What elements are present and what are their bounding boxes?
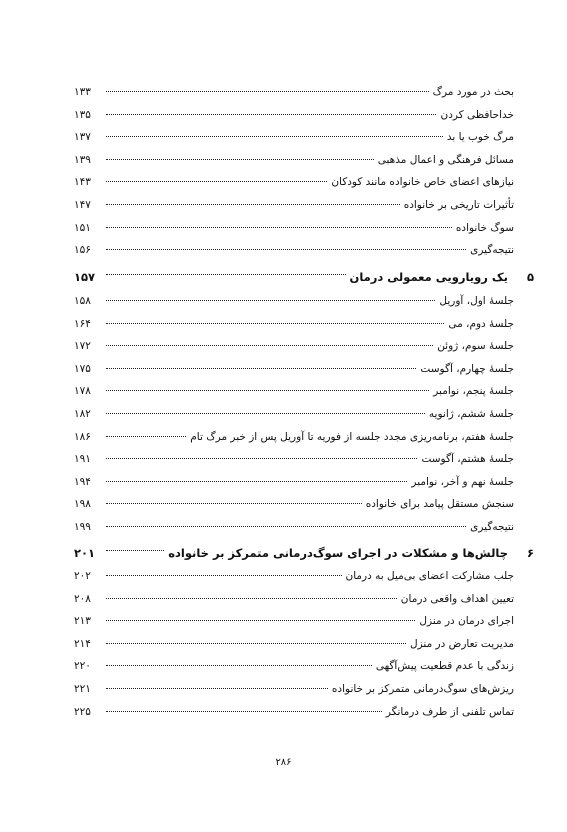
leader-dots xyxy=(106,643,406,644)
toc-entry[interactable] xyxy=(74,476,514,499)
toc-section-a xyxy=(74,86,514,267)
entry-title: جلسهٔ هفتم، برنامه‌ریزی مجدد جلسه از فوریه تا آوریل پس از خبر مرگ تام xyxy=(190,430,514,443)
toc-entry[interactable] xyxy=(74,176,514,199)
entry-page: ۱۳۳ xyxy=(74,86,91,98)
entry-title: مرگ خوب یا بد xyxy=(446,131,514,144)
leader-dots xyxy=(106,413,425,414)
toc-entry[interactable] xyxy=(74,363,514,386)
entry-title: سوگ خانواده xyxy=(455,221,514,234)
entry-page: ۱۳۷ xyxy=(74,131,91,144)
chapter-heading[interactable] xyxy=(74,540,534,566)
toc-entry[interactable] xyxy=(74,109,514,132)
entry-title: جلسهٔ چهارم، آگوست xyxy=(420,362,514,375)
entry-title: جلسهٔ پنجم، نوامبر xyxy=(433,385,514,398)
entry-title: جلسهٔ سوم، ژوئن xyxy=(437,340,514,353)
entry-title: نتیجه‌گیری xyxy=(470,244,514,257)
leader-dots xyxy=(106,249,466,250)
chapter-heading[interactable] xyxy=(74,264,534,290)
entry-page: ۲۱۳ xyxy=(74,615,91,628)
entry-title: جلسهٔ ششم، ژانویه xyxy=(428,407,514,420)
toc-entry[interactable] xyxy=(74,498,514,521)
toc-entry[interactable] xyxy=(74,408,514,431)
toc-entry[interactable] xyxy=(74,199,514,222)
entry-title: جلسهٔ هشتم، آگوست xyxy=(421,453,514,466)
entry-page: ۱۵۸ xyxy=(74,295,91,307)
leader-dots xyxy=(106,114,436,115)
leader-dots xyxy=(106,481,407,482)
entry-title: زندگی با عدم قطعیت پیش‌آگهی xyxy=(375,660,514,673)
toc-entry[interactable] xyxy=(74,385,514,408)
leader-dots xyxy=(106,598,397,599)
entry-page: ۲۲۰ xyxy=(74,660,91,673)
chapter-title: چالش‌ها و مشکلات در اجرای سوگ‌درمانی متمرکز بر خانواده xyxy=(168,546,508,560)
entry-page: ۱۵۶ xyxy=(74,244,91,257)
leader-dots xyxy=(106,711,382,712)
leader-dots xyxy=(106,665,372,666)
chapter-number: ۶ xyxy=(526,546,534,560)
entry-title: نتیجه‌گیری xyxy=(470,520,514,533)
entry-page: ۱۵۱ xyxy=(74,221,91,234)
entry-title: جلسهٔ نهم و آخر، نوامبر xyxy=(411,475,514,488)
chapter-page: ۱۵۷ xyxy=(74,270,96,284)
leader-dots xyxy=(106,688,328,689)
leader-dots xyxy=(106,227,452,228)
toc-entry[interactable] xyxy=(74,615,514,638)
entry-title: اجرای درمان در منزل xyxy=(419,615,514,628)
entry-title: جلسهٔ اول، آوریل xyxy=(439,295,514,307)
entry-page: ۱۸۶ xyxy=(74,430,91,443)
entry-page: ۱۶۴ xyxy=(74,317,91,330)
leader-dots xyxy=(106,436,186,437)
leader-dots xyxy=(106,368,416,369)
toc-entry[interactable] xyxy=(74,638,514,661)
toc-entry[interactable] xyxy=(74,340,514,363)
entry-page: ۲۲۵ xyxy=(74,705,91,718)
leader-dots xyxy=(106,458,417,459)
toc-entry[interactable] xyxy=(74,431,514,454)
leader-dots xyxy=(106,390,429,391)
leader-dots xyxy=(106,204,400,205)
entry-title: جلب مشارکت اعضای بی‌میل به درمان xyxy=(345,570,514,582)
entry-title: تماس تلفنی از طرف درمانگر xyxy=(385,705,514,718)
leader-dots xyxy=(106,181,327,182)
toc-entry[interactable] xyxy=(74,154,514,177)
entry-page: ۱۹۸ xyxy=(74,498,91,511)
entry-title: ریزش‌های سوگ‌درمانی متمرکز بر خانواده xyxy=(331,682,514,695)
toc-entry[interactable] xyxy=(74,706,514,729)
leader-dots xyxy=(106,323,444,324)
leader-dots xyxy=(106,503,362,504)
entry-title: مسائل فرهنگی و اعمال مذهبی xyxy=(377,153,514,166)
entry-title: سنجش مستقل پیامد برای خانواده xyxy=(365,498,514,511)
leader-dots xyxy=(106,91,429,92)
entry-page: ۲۱۴ xyxy=(74,637,91,650)
leader-dots xyxy=(106,550,164,551)
chapter-title: یک رویارویی معمولی درمان xyxy=(349,270,508,284)
chapter-number: ۵ xyxy=(526,270,534,284)
chapter-page: ۲۰۱ xyxy=(74,546,96,560)
toc-entry[interactable] xyxy=(74,222,514,245)
entry-page: ۲۰۲ xyxy=(74,570,91,582)
toc-entry[interactable] xyxy=(74,86,514,109)
entry-page: ۱۳۵ xyxy=(74,108,91,121)
toc-entry[interactable] xyxy=(74,683,514,706)
entry-page: ۱۹۱ xyxy=(74,453,91,466)
leader-dots xyxy=(106,274,346,275)
entry-title: نیازهای اعضای خاص خانواده مانند کودکان xyxy=(331,176,514,189)
entry-title: مدیریت تعارض در منزل xyxy=(409,637,514,650)
entry-title: خداحافظی کردن xyxy=(440,108,514,121)
toc-section-c xyxy=(74,570,514,728)
entry-page: ۱۹۴ xyxy=(74,475,91,488)
toc-section-b xyxy=(74,295,514,544)
entry-page: ۱۴۳ xyxy=(74,176,91,189)
toc-entry[interactable] xyxy=(74,453,514,476)
entry-title: تأثیرات تاریخی بر خانواده xyxy=(403,198,514,211)
leader-dots xyxy=(106,526,466,527)
entry-page: ۲۲۱ xyxy=(74,682,91,695)
entry-title: جلسهٔ دوم، می xyxy=(448,317,514,330)
entry-title: بحث در مورد مرگ xyxy=(432,86,514,98)
toc-entry[interactable] xyxy=(74,318,514,341)
leader-dots xyxy=(106,575,342,576)
toc-entry[interactable] xyxy=(74,295,514,318)
leader-dots xyxy=(106,159,374,160)
toc-entry[interactable] xyxy=(74,660,514,683)
toc-entry[interactable] xyxy=(74,570,514,593)
entry-page: ۱۸۲ xyxy=(74,407,91,420)
leader-dots xyxy=(106,620,415,621)
leader-dots xyxy=(106,136,443,137)
entry-title: تعیین اهداف واقعی درمان xyxy=(400,592,514,605)
entry-page: ۱۷۵ xyxy=(74,362,91,375)
entry-page: ۲۰۸ xyxy=(74,592,91,605)
entry-page: ۱۴۷ xyxy=(74,198,91,211)
entry-page: ۱۷۸ xyxy=(74,385,91,398)
entry-page: ۱۳۹ xyxy=(74,153,91,166)
entry-page: ۱۹۹ xyxy=(74,520,91,533)
toc-entry[interactable] xyxy=(74,131,514,154)
entry-page: ۱۷۲ xyxy=(74,340,91,353)
leader-dots xyxy=(106,300,435,301)
page-number: ۲۸۶ xyxy=(275,757,292,768)
leader-dots xyxy=(106,345,433,346)
toc-entry[interactable] xyxy=(74,593,514,616)
